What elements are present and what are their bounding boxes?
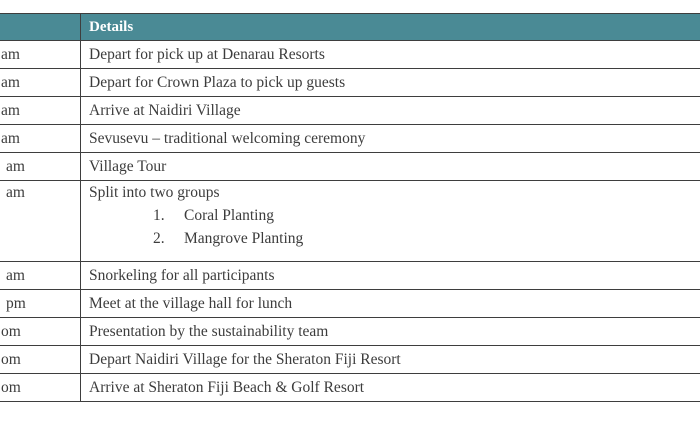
table-header-row <box>0 14 700 41</box>
time-cell: om <box>0 318 81 346</box>
time-cell: am <box>0 181 81 262</box>
list-item <box>89 227 700 250</box>
time-column-header <box>0 14 81 41</box>
table-row <box>0 290 700 318</box>
time-cell: om <box>0 374 81 402</box>
itinerary-table <box>0 13 700 402</box>
table-row <box>0 346 700 374</box>
list-number: 1. <box>153 207 165 224</box>
details-text: Split into two groups <box>89 184 220 201</box>
time-cell: om <box>0 346 81 374</box>
time-cell: am <box>0 125 81 153</box>
time-cell: am <box>0 262 81 290</box>
list-item <box>89 204 700 227</box>
details-cell: Depart Naidiri Village for the Sheraton Fiji Resort <box>81 346 700 374</box>
time-cell: am <box>0 69 81 97</box>
table-row <box>0 125 700 153</box>
table-row <box>0 69 700 97</box>
details-cell <box>81 181 700 262</box>
details-column-header: Details <box>81 14 700 41</box>
table-row <box>0 318 700 346</box>
details-cell: Depart for Crown Plaza to pick up guests <box>81 69 700 97</box>
details-cell: Presentation by the sustainability team <box>81 318 700 346</box>
time-cell: am <box>0 41 81 69</box>
time-cell: am <box>0 153 81 181</box>
details-cell: Depart for pick up at Denarau Resorts <box>81 41 700 69</box>
list-number: 2. <box>153 230 165 247</box>
table-row <box>0 181 700 262</box>
details-cell: Snorkeling for all participants <box>81 262 700 290</box>
table-row <box>0 153 700 181</box>
table-row <box>0 97 700 125</box>
details-cell: Arrive at Naidiri Village <box>81 97 700 125</box>
details-cell: Village Tour <box>81 153 700 181</box>
table-row <box>0 374 700 402</box>
list-item-text: Coral Planting <box>184 207 274 224</box>
time-cell: am <box>0 97 81 125</box>
details-cell: Meet at the village hall for lunch <box>81 290 700 318</box>
table-row <box>0 262 700 290</box>
table-row <box>0 41 700 69</box>
time-cell: pm <box>0 290 81 318</box>
details-cell: Arrive at Sheraton Fiji Beach & Golf Resort <box>81 374 700 402</box>
details-cell: Sevusevu – traditional welcoming ceremony <box>81 125 700 153</box>
group-list <box>89 204 700 250</box>
list-item-text: Mangrove Planting <box>184 230 304 247</box>
